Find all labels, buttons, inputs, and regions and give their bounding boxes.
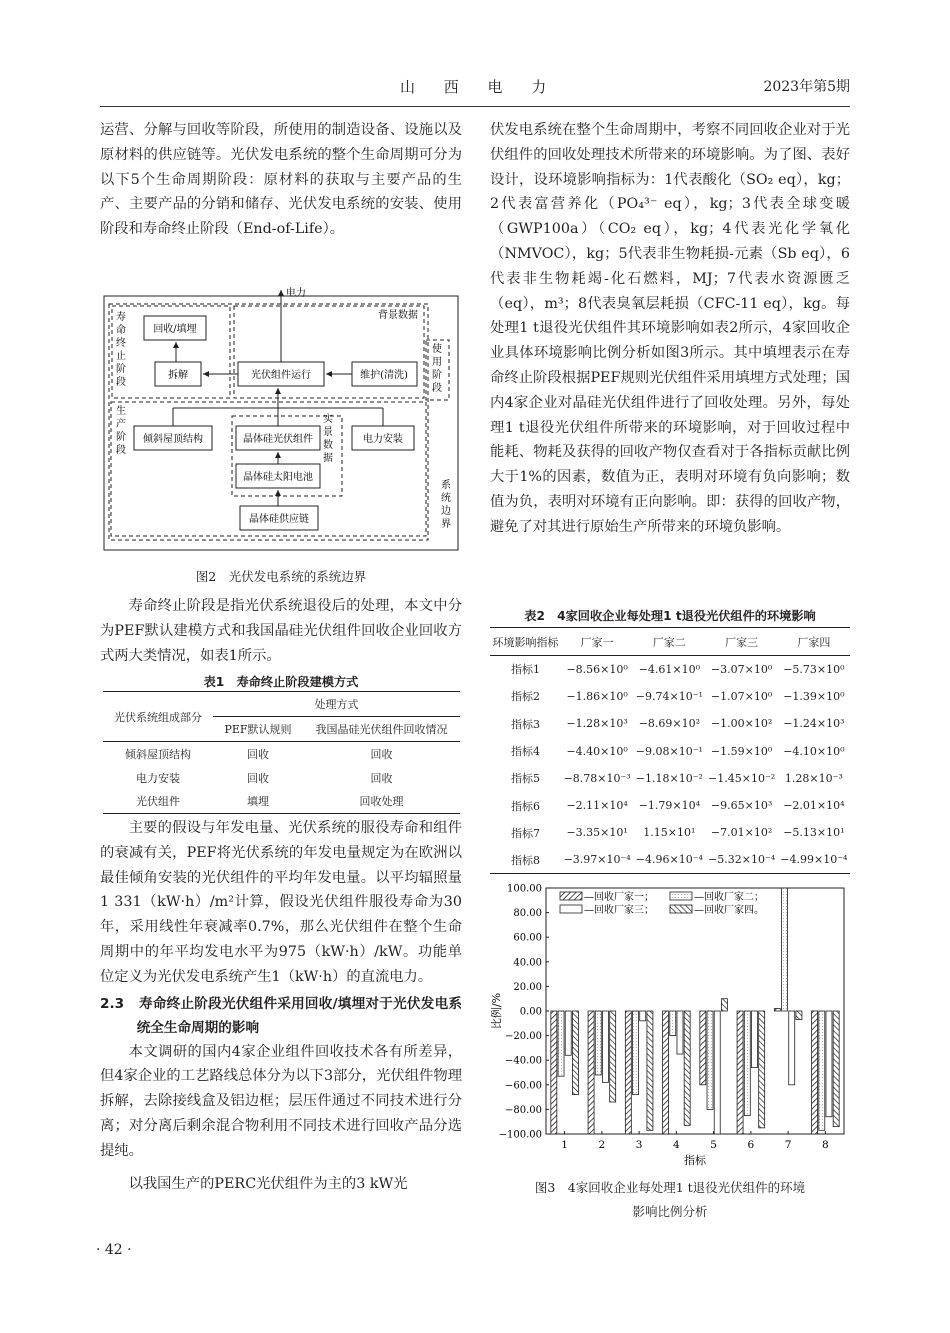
paragraph: 寿命终止阶段是指光伏系统退役后的处理，本文中分为PEF默认建模方式和我国晶硅光伏组件回收企业回收方式两大类情况，如表1所示。 — [100, 598, 462, 664]
figure-2-caption: 图2 光伏发电系统的系统边界 — [195, 569, 367, 584]
table-cell: −4.10×10⁰ — [783, 744, 845, 758]
label-system-boundary — [441, 478, 451, 530]
table-cell: 回收 — [247, 747, 269, 761]
bar-1-3 — [625, 1011, 631, 1134]
bar-2-3 — [633, 1011, 639, 1095]
table-cell: 回收 — [370, 771, 393, 785]
table-cell: −3.35×10¹ — [566, 826, 628, 840]
bar-4-7 — [796, 1011, 802, 1020]
table-cell: 指标5 — [511, 772, 540, 786]
y-tick-label: 40.00 — [513, 957, 542, 969]
table-cell: −3.97×10⁻⁴ — [563, 853, 631, 867]
bar-4-4 — [684, 1011, 690, 1125]
table-cell: −8.78×10⁻³ — [563, 771, 631, 785]
svg-text:边: 边 — [441, 506, 451, 517]
table-row — [490, 656, 850, 683]
label-real-data — [323, 413, 333, 464]
table-row — [490, 792, 850, 819]
y-tick-label: 0.00 — [519, 1006, 542, 1018]
x-tick-label: 3 — [635, 1139, 643, 1151]
table-cell: −9.65×10³ — [710, 799, 773, 813]
table-row — [490, 710, 850, 737]
table-row — [103, 742, 460, 766]
y-tick-label: −100.00 — [498, 1129, 542, 1141]
table-cell: −5.32×10⁻⁴ — [708, 853, 776, 867]
bar-4-8 — [833, 1011, 839, 1127]
box-install: 电力安装 — [363, 434, 403, 445]
legend-swatch — [670, 892, 692, 900]
table-cell: −8.69×10² — [638, 717, 701, 731]
x-tick-label: 7 — [784, 1139, 792, 1151]
bar-2-7 — [782, 888, 788, 1011]
table-cell: 指标2 — [511, 690, 540, 704]
paragraph: 以我国生产的PERC光伏组件为主的3 kW光 — [128, 1175, 408, 1192]
y-axis-label: 比例/% — [490, 992, 503, 1030]
table-header: PEF默认规则 — [224, 723, 292, 736]
table-header: 厂家一 — [580, 635, 614, 649]
x-tick-label: 4 — [673, 1139, 680, 1151]
svg-text:统: 统 — [441, 493, 451, 504]
box-operation: 光伏组件运行 — [251, 370, 311, 381]
table-cell: −2.01×10⁴ — [783, 799, 845, 813]
table-header: 环境影响指标 — [492, 635, 559, 649]
table-row — [490, 819, 850, 846]
table-cell: 填埋 — [247, 795, 269, 809]
table-1-title: 表1 寿命终止阶段建模方式 — [203, 675, 359, 689]
table-cell: −5.13×10¹ — [783, 826, 845, 840]
label-production — [116, 404, 126, 456]
table-cell: 回收处理 — [359, 795, 404, 809]
section-number: 2.3 — [100, 995, 125, 1012]
box-roof: 倾斜屋顶结构 — [143, 434, 203, 445]
table-row — [490, 737, 850, 764]
table-cell: −1.24×10³ — [783, 717, 845, 731]
box-cell: 晶体硅太阳电池 — [243, 472, 313, 483]
table-2-title: 表2 4家回收企业每处理1 t退役光伏组件的环境影响 — [524, 609, 816, 623]
table-cell: 回收 — [370, 747, 393, 761]
svg-text:据: 据 — [323, 453, 333, 464]
caption-line: 影响比例分析 — [632, 1204, 708, 1219]
table-header: 光伏系统组成部分 — [114, 710, 202, 724]
table-1 — [103, 691, 460, 814]
bar-2-2 — [595, 1011, 601, 1075]
y-tick-label: −40.00 — [504, 1055, 542, 1067]
paragraph: 伏发电系统在整个生命周期中，考察不同回收企业对于光伏组件的回收处理技术所带来的环境影响。为了图、表好设计，设环境影响指标为：1代表酸化（SO₂ eq），kg；2代表富营养化（PO₄³⁻ eq），kg；3代表全球变暖（GWP100a）（CO₂ eq），kg；4代表光化学氧化（NMVOC），kg；5代表非生物耗损-元素（Sb eq），6代表非生物耗竭-化石燃料，MJ；7代表水资源匮乏（eq），m³；8代表臭氧层耗损（CFC-11 eq），kg。每处理1 t退役光伏组件其环境影响如表2所示，4家回收企业具体环境影响比例分析如图3所示。其中填埋表示在寿命终止阶段根据PEF规则光伏组件采用填埋方式处理；国内4家企业对晶硅光伏组件进行了回收处理。另外，每处理1 t退役光伏组件所带来的环境影响，对于回收过程中能耗、物耗及获得的回收产物仅查看对于各指标贡献比例大于1%的因素，数值为正，表明对环境有负向影响；数值为负，表明对环境有正向影响。即：获得的回收产物，避免了对其进行原始生产所带来的环境负影响。 — [490, 122, 850, 535]
bar-4-3 — [647, 1011, 653, 1130]
label-eol — [116, 310, 126, 388]
svg-text:段: 段 — [116, 445, 126, 456]
table-2-body — [490, 656, 850, 874]
table-row — [103, 790, 460, 814]
bar-3-4 — [677, 1011, 683, 1054]
bar-4-5 — [721, 999, 727, 1011]
table-cell: −4.61×10⁰ — [638, 662, 701, 676]
table-header: 厂家四 — [797, 635, 831, 649]
svg-text:阶: 阶 — [116, 432, 126, 443]
svg-text:界: 界 — [441, 519, 451, 530]
table-cell: −2.11×10⁴ — [566, 799, 628, 813]
table-cell: 电力安装 — [136, 771, 180, 785]
x-axis-label: 指标 — [684, 1154, 706, 1167]
table-cell: 指标4 — [511, 745, 540, 759]
table-cell: −1.45×10⁻² — [708, 771, 776, 785]
table-cell: −4.99×10⁻⁴ — [780, 853, 848, 867]
table-cell: −7.01×10² — [710, 826, 773, 840]
svg-text:段: 段 — [116, 377, 126, 388]
legend-label: —回收厂家一； — [584, 892, 654, 903]
issue-label: 2023年第5期 — [763, 79, 850, 95]
table-cell: −3.07×10⁰ — [710, 662, 773, 676]
y-tick-label: 20.00 — [513, 981, 542, 993]
table-cell: −1.39×10⁰ — [783, 689, 845, 703]
table-cell: −1.79×10⁴ — [638, 799, 701, 813]
figure-2-diagram — [100, 282, 462, 554]
svg-text:用: 用 — [432, 357, 442, 368]
svg-text:实: 实 — [323, 414, 333, 425]
legend-swatch — [560, 905, 582, 913]
y-tick-label: 80.00 — [513, 908, 542, 920]
table-cell: 指标3 — [511, 717, 540, 731]
table-row — [490, 683, 850, 710]
svg-text:生: 生 — [116, 406, 126, 417]
svg-text:寿: 寿 — [116, 312, 126, 323]
x-tick-label: 1 — [561, 1139, 568, 1151]
svg-text:命: 命 — [116, 325, 126, 336]
table-cell: 指标8 — [511, 853, 540, 867]
table-cell: −1.86×10⁰ — [566, 689, 628, 703]
paragraph: 主要的假设与年发电量、光伏系统的服役寿命和组件的衰减有关，PEF将光伏系统的年发电量规定为在欧洲以最佳倾角安装的光伏组件的平均年发电量。以平均辐照量1 331（kW·h）/m²计算，假设光伏组件服役寿命为30年，采用线性年衰减率0.7%，那么光伏组件在整个生命周期中的年平均发电水平为975（kW·h）/kW。功能单位定义为光伏发电系统产生1（kW·h）的直流电力。 — [100, 820, 462, 985]
bar-1-4 — [663, 1011, 669, 1134]
left-column-top — [100, 118, 462, 242]
journal-name: 山 西 电 力 — [400, 78, 559, 96]
section-heading — [100, 992, 462, 1040]
table-cell: −9.08×10⁻¹ — [635, 744, 703, 758]
label-background: 背景数据 — [378, 310, 418, 321]
bar-4-1 — [572, 1011, 578, 1095]
bar-1-2 — [588, 1011, 594, 1134]
box-disassembly: 拆解 — [168, 370, 188, 381]
table-cell: −1.18×10⁻² — [635, 771, 703, 785]
box-maintenance: 维护(清洗) — [360, 370, 408, 381]
table-cell: 倾斜屋顶结构 — [125, 747, 191, 761]
left-column-mid — [100, 594, 462, 668]
svg-text:使: 使 — [432, 344, 442, 355]
svg-text:系: 系 — [441, 480, 451, 491]
svg-text:阶: 阶 — [116, 364, 126, 375]
legend-label: —回收厂家二； — [694, 892, 764, 903]
caption-line: 图3 4家回收企业每处理1 t退役光伏组件的环境 — [534, 1180, 806, 1195]
bar-1-7 — [774, 1009, 780, 1011]
svg-text:段: 段 — [432, 383, 442, 394]
figure-3-caption — [490, 1176, 850, 1224]
table-cell: −8.56×10⁰ — [566, 662, 628, 676]
table-header: 厂家三 — [725, 635, 759, 649]
svg-text:数: 数 — [323, 440, 333, 451]
y-tick-label: −60.00 — [504, 1080, 542, 1092]
bar-3-8 — [826, 1011, 832, 1117]
svg-text:景: 景 — [323, 427, 333, 438]
bar-1-8 — [812, 1011, 818, 1134]
x-tick-label: 2 — [598, 1139, 606, 1151]
table-row — [490, 765, 850, 792]
bar-1-5 — [700, 1011, 706, 1085]
bar-2-8 — [819, 1011, 825, 1130]
svg-text:终: 终 — [116, 338, 126, 349]
bar-3-1 — [565, 1011, 571, 1055]
x-tick-label: 5 — [710, 1139, 717, 1151]
page-header — [100, 76, 850, 107]
right-column-text — [490, 118, 850, 540]
y-tick-label: −80.00 — [504, 1104, 542, 1116]
table-header: 厂家二 — [652, 635, 686, 649]
figure-3-chart — [488, 878, 850, 1174]
y-tick-label: −20.00 — [504, 1031, 542, 1043]
left-column-bottom — [100, 816, 462, 1196]
svg-text:产: 产 — [116, 419, 126, 430]
bar-2-4 — [670, 1011, 676, 1036]
table-header: 处理方式 — [213, 692, 460, 717]
table-2 — [490, 627, 850, 874]
x-tick-label: 8 — [822, 1139, 829, 1151]
label-use — [432, 342, 442, 394]
table-cell: 1.15×10¹ — [643, 826, 696, 840]
table-cell: −4.40×10⁰ — [566, 744, 628, 758]
table-row — [490, 847, 850, 874]
table-cell: −4.96×10⁻⁴ — [635, 853, 703, 867]
bar-2-1 — [558, 1011, 564, 1076]
bar-1-1 — [551, 1011, 557, 1134]
label-power: 电力 — [286, 288, 306, 299]
table-header: 我国晶硅光伏组件回收情况 — [315, 723, 448, 736]
table-cell: 光伏组件 — [136, 795, 180, 809]
bar-3-7 — [789, 1011, 795, 1085]
table-cell: −1.28×10³ — [566, 717, 628, 731]
bar-4-6 — [759, 1011, 765, 1128]
svg-text:止: 止 — [116, 351, 126, 362]
legend-swatch — [670, 905, 692, 913]
table-cell: 回收 — [247, 771, 269, 785]
legend-swatch — [560, 892, 582, 900]
paragraph: 本文调研的国内4家企业组件回收技术各有所差异，但4家企业的工艺路线总体分为以下3部分，光伏组件物理拆解，去除接线盒及铝边框；层压件通过不同技术进行分离；对分离后剩余混合物利用不同技术进行回收产品分选提纯。 — [100, 1043, 462, 1159]
table-cell: 指标1 — [511, 663, 540, 677]
bar-4-2 — [610, 1011, 616, 1102]
table-cell: 指标6 — [511, 799, 540, 813]
legend-label: —回收厂家四。 — [694, 905, 764, 916]
svg-text:阶: 阶 — [432, 370, 442, 381]
box-module: 晶体硅光伏组件 — [243, 434, 313, 445]
legend-label: —回收厂家三； — [584, 905, 654, 916]
y-tick-label: 60.00 — [513, 932, 542, 944]
bar-3-5 — [714, 1011, 720, 1134]
table-cell: 指标7 — [511, 826, 540, 840]
box-supply: 晶体硅供应链 — [249, 514, 309, 525]
bar-3-6 — [751, 1011, 757, 1068]
bar-3-2 — [602, 1011, 608, 1082]
bar-2-5 — [707, 1011, 713, 1109]
table-cell: −9.74×10⁻¹ — [635, 689, 703, 703]
bar-2-6 — [744, 1011, 750, 1116]
bar-1-6 — [737, 1011, 743, 1134]
section-title: 寿命终止阶段光伏组件采用回收/填埋对于光伏发电系统全生命周期的影响 — [136, 995, 462, 1036]
y-tick-label: 100.00 — [507, 883, 542, 895]
table-cell: 1.28×10⁻³ — [784, 771, 843, 785]
x-tick-label: 6 — [747, 1139, 755, 1151]
box-recycle: 回收/填埋 — [153, 324, 197, 335]
table-cell: −1.59×10⁰ — [710, 744, 773, 758]
table-cell: −5.73×10⁰ — [783, 662, 845, 676]
paragraph: 运营、分解与回收等阶段，所使用的制造设备、设施以及原材料的供应链等。光伏发电系统的整个生命周期可分为以下5个生命周期阶段：原材料的获取与主要产品的生产、主要产品的分销和储存、光伏发电系统的安装、使用阶段和寿命终止阶段（End-of-Life）。 — [100, 122, 462, 238]
bar-3-3 — [640, 1011, 646, 1021]
page-number: · 42 · — [96, 1242, 132, 1258]
table-row — [103, 766, 460, 790]
table-cell: −1.07×10⁰ — [710, 689, 773, 703]
table-cell: −1.00×10² — [710, 717, 773, 731]
